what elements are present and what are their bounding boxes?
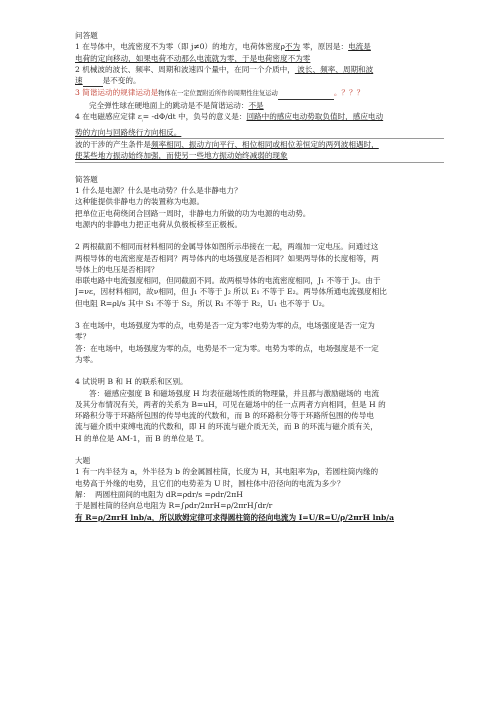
sa-2-answer-1: 串联电路中电流强度相同，但同截面不同。故两根导体的电流密度相同，J₁ 不等于 J₂。由于 (75, 276, 381, 286)
qa-3-line-1 (75, 87, 444, 99)
qa-3-marks: 。？？？ (333, 88, 365, 98)
big-1-solution-1 (75, 489, 444, 500)
solution-text-1: 两圆柱面间的电阻为 dR=ρdr/s =ρdr/2πH (95, 489, 243, 499)
qa-5-text-a: 波的干涉的产生条件是 (75, 140, 151, 150)
qa-3-blank (278, 87, 334, 99)
big-1-question-2: 电势高于外缘的电势，且它们的电势差为 U 时，圆柱体中沿径向的电流为多少？ (75, 478, 345, 488)
qa-4-answer-b: 势的方向与回路绕行方向相反。 (75, 127, 182, 137)
sa-2-answer-2: J=νε，因材料相同，故ν相同，但 J₁ 不等于 J₂ 所以 E₁ 不等于 E₂。两导体所通电流强度相比 (75, 287, 387, 297)
qa-3-answer-a: 物体在一定位置附近所作的周期性往复运动 (158, 90, 278, 98)
sa-1-question: 1 什么是电源？什么是电动势？什么是非静电力？ (75, 186, 242, 196)
sa-4-answer-1: 答：磁感应强度 B 和磁场强度 H 均表征磁场性质的物理量，并且都与激励磁场的 电流 (89, 388, 380, 398)
sa-2-answer-3: 但电阻 R=ρl/s 其中 S₁ 不等于 S₂，所以 R₁ 不等于 R₂，U₁ 也不等于 U₂。 (75, 298, 330, 308)
sa-4-answer-4: 流与磁介质中束缚电流的代数和，即 H 的环流与磁介质无关，而 B 的环流与磁介质有关， (75, 422, 378, 432)
qa-1-answer-b: 电流是 (348, 42, 371, 52)
sa-3-question-1: 3 在电场中，电场强度为零的点，电势是否一定为零?电势为零的点，电场强度是否一定为 (75, 321, 375, 331)
section-title-short: 简答题 (75, 174, 98, 184)
qa-4-text-b: = -dΦ/dt 中，负号的意义是： (142, 112, 247, 122)
section-title-big: 大题 (75, 456, 91, 466)
sa-3-answer-2: 为零。 (75, 354, 98, 364)
qa-2-answer-b: 速 (75, 76, 83, 86)
solution-label: 解： (75, 489, 91, 499)
qa-2-line-1 (75, 64, 444, 75)
qa-2-text-a: 2 机械波的波长、频率、周期和波速四个量中，在同一个介质中， (75, 64, 295, 74)
qa-5-answer-a: 频率相同、振动方向平行、相位相同或相位差恒定的两列波相遇时， (150, 140, 379, 150)
sa-2-question-2: 两根导体的电流密度是否相同？两导体内的电场强度是否相同？如果两导体的长度相等，两 (75, 253, 379, 263)
qa-3-text-b: 完全弹性球在硬地面上的跳动是不是简谐运动： (89, 100, 249, 110)
sa-4-answer-2: 及其分布情况有关，两者的关系为 B=uH，可见在磁场中的任一点两者方向相同，但是 H 的 (75, 399, 386, 409)
sa-4-answer-3: 环路积分等于环路所包围的传导电流的代数和，而 B 的环路积分等于环路所包围的传导电 (75, 411, 374, 421)
qa-2-line-2 (75, 75, 444, 87)
big-1-solution-3: 有 R=ρ/2πrH lnb/a，所以欧姆定律可求得圆柱筒的径向电流为 I=U/R=U/ρ/2πrH lnb/a (75, 512, 395, 522)
sa-1-answer-3: 电源内的非静电力把正电荷从负极板移至正极板。 (75, 219, 243, 229)
qa-3-answer-b: 不是 (248, 100, 264, 110)
sa-2-question-3: 导体上的电压是否相同？ (75, 264, 159, 274)
qa-3-text-a: 3 简谐运动的规律运动是 (75, 88, 159, 98)
qa-4-subscript: ᵢ (141, 117, 143, 124)
qa-2-blank (83, 75, 103, 87)
qa-2-answer-a: 波长、频率、周期和波 (294, 64, 374, 74)
section-title-qa: 问答题 (75, 31, 98, 40)
qa-1-answer-c: 电荷的定向移动，如果电荷不动那么电流就为零，于是电荷密度不为零 (75, 53, 311, 63)
big-1-solution-2: 于是圆柱筒的径向总电阻为 R=∫ρdr/2πrH=ρ/2πrH∫dr/r (75, 501, 273, 511)
qa-1-text-b: 零，原因是： (300, 42, 349, 52)
sa-2-question-1: 2 两根截面不相同而材料相同的金属导体如图所示串接在一起，两端加一定电压。问通过这 (75, 242, 379, 252)
qa-5-answer-b: 使某些地方振动始终加强，而使另一些地方振动始终减弱的现象 (75, 151, 288, 161)
sa-3-question-2: 零？ (75, 332, 91, 342)
sa-1-answer-2: 把单位正电荷绕闭合回路一周时，非静电力所做的功为电源的电动势。 (75, 208, 311, 218)
qa-5-box (75, 138, 444, 163)
qa-1-text-a: 1 在导体中，电流密度不为零（即 j≠0）的地方，电荷体密度ρ (75, 42, 285, 52)
qa-3-line-2 (75, 100, 444, 111)
sa-1-answer-1: 这种能提供非静电力的装置称为电源。 (75, 197, 205, 207)
big-1-question-1: 1 有一内半径为 a，外半径为 b 的金属圆柱筒，长度为 H，其电阻率为ρ，若圆柱筒内缘的 (75, 467, 379, 477)
qa-2-text-b: 是不变的。 (102, 76, 141, 86)
qa-4-line-1 (75, 111, 444, 127)
qa-4-answer-a: 回路中的感应电动势取负值时，感应电动 (246, 112, 384, 122)
sa-3-answer-1: 答：在电场中，电场强度为零的点，电势是不一定为零。电势为零的点，电场强度是不一定 (75, 343, 379, 353)
sa-4-answer-5: H 的单位是 AM-1，而 B 的单位是 T。 (75, 433, 209, 443)
qa-1-line-1 (75, 41, 444, 52)
qa-4-text-a: 4 在电磁感应定律 ε (75, 112, 142, 122)
sa-4-question: 4 试说明 B 和 H 的联系和区别。 (75, 377, 188, 387)
qa-5-line-1 (75, 139, 444, 150)
qa-1-answer-a: 不为 (284, 42, 301, 52)
